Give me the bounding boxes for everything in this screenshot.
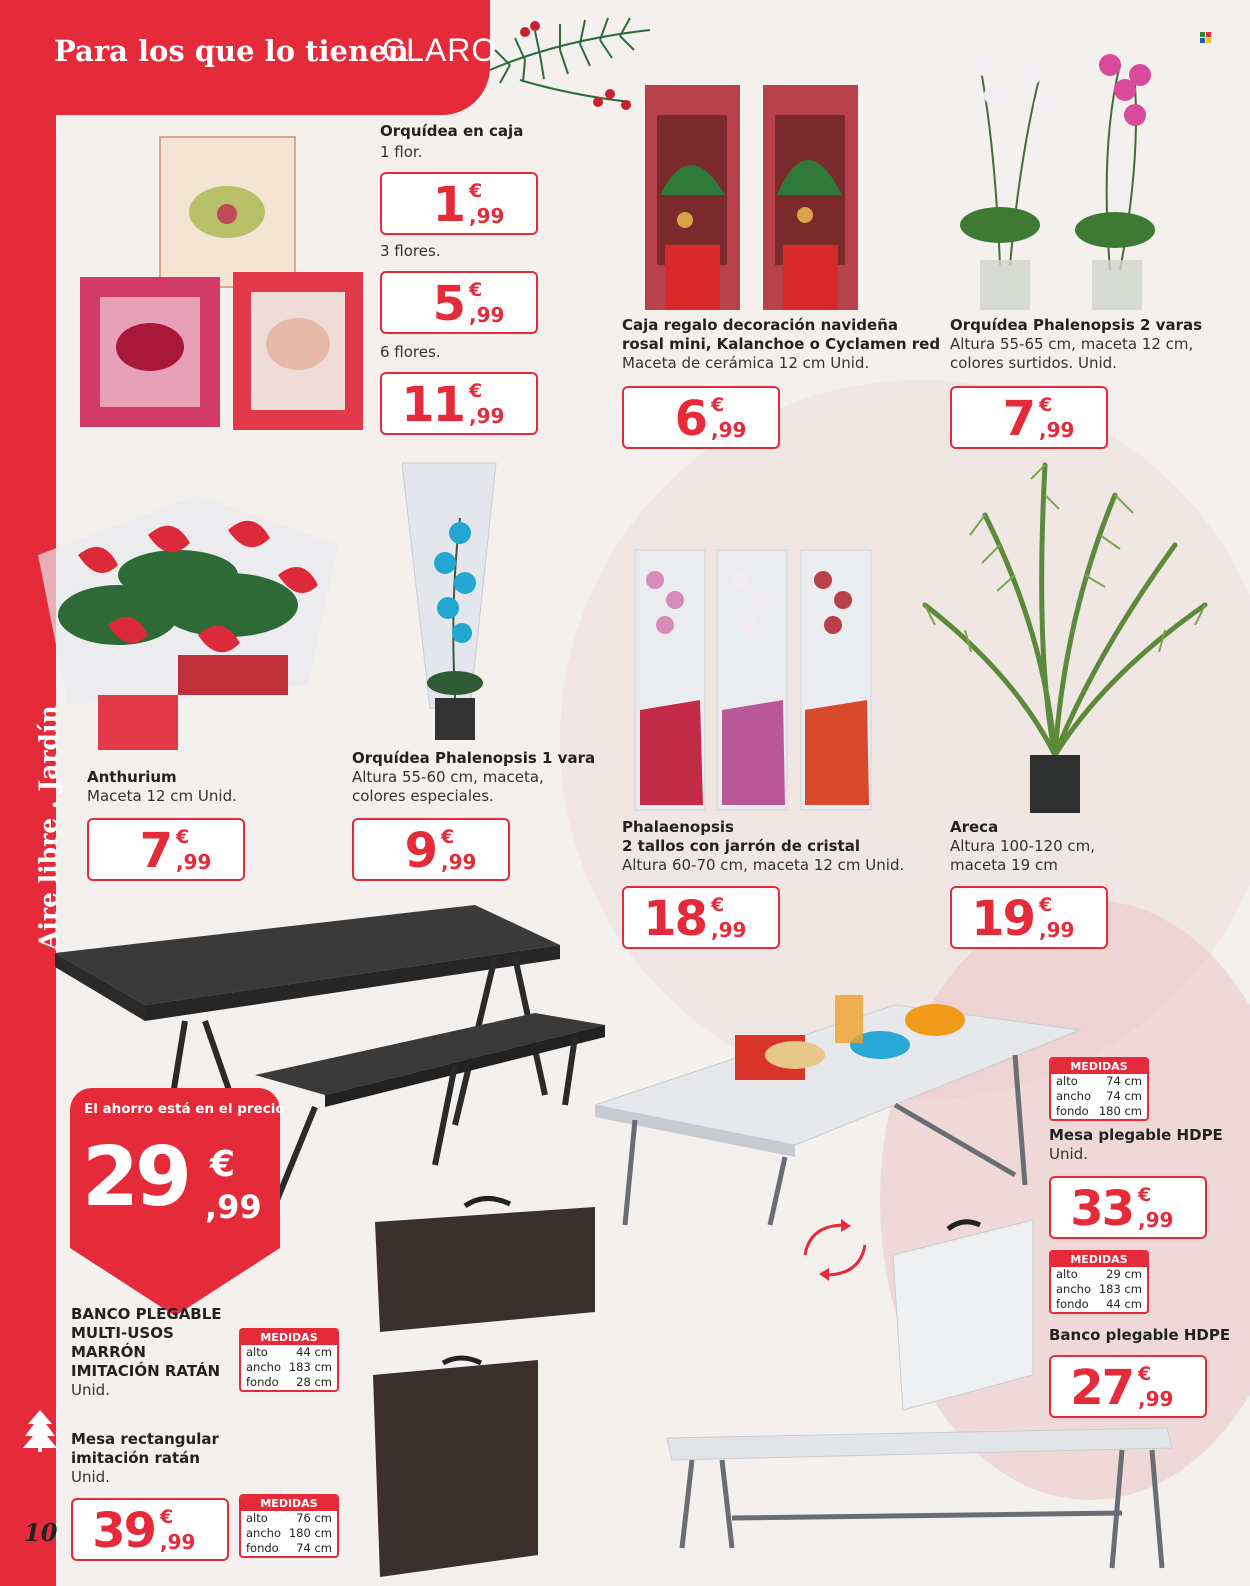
orquidea-2-varas-text: Orquídea Phalenopsis 2 varas Altura 55-65 cm, maceta 12 cm, colores surtidos. Unid. bbox=[950, 316, 1203, 372]
areca-palm-image bbox=[905, 455, 1215, 815]
price-tag: 7 € ,99 bbox=[87, 818, 245, 881]
gift-box-plants-image bbox=[605, 75, 870, 315]
price-tag: 1 € ,99 bbox=[380, 172, 538, 235]
orquidea-caja-option-label: 3 flores. bbox=[380, 242, 441, 260]
price-tag: 39 € ,99 bbox=[71, 1498, 229, 1561]
price-tag: 9 € ,99 bbox=[352, 818, 510, 881]
orquidea-caja-option-label: 1 flor. bbox=[380, 143, 423, 161]
white-folding-table-image bbox=[595, 975, 1085, 1235]
rotate-arrows-icon bbox=[795, 1215, 875, 1285]
section-label: Aire libre . Jardín bbox=[34, 705, 63, 950]
banco-multi-text: BANCO PLEGABLE MULTI-USOS MARRÓN IMITACIÓN RATÁN Unid. bbox=[71, 1305, 222, 1399]
orchid-one-stem-image bbox=[400, 458, 500, 743]
white-folding-bench-image bbox=[662, 1418, 1177, 1583]
anthurium-image bbox=[28, 485, 348, 755]
page-title: Para los que lo tienen bbox=[54, 34, 409, 68]
folded-table-image bbox=[368, 1355, 543, 1580]
featured-price-badge bbox=[70, 1088, 285, 1318]
orquidea-caja-title: Orquídea en caja bbox=[380, 122, 524, 140]
brand-logo-text: CLARO bbox=[382, 32, 498, 68]
anthurium-text: Anthurium Maceta 12 cm Unid. bbox=[87, 768, 237, 805]
folded-white-table-image bbox=[888, 1215, 1038, 1415]
featured-currency: € bbox=[210, 1144, 236, 1185]
page-number: 10 bbox=[24, 1518, 58, 1547]
brand-mark-icon bbox=[1200, 32, 1212, 44]
price-tag: 7 € ,99 bbox=[950, 386, 1108, 449]
price-tag: 5 € ,99 bbox=[380, 271, 538, 334]
mesa-hdpe-text: Mesa plegable HDPE Unid. bbox=[1049, 1126, 1223, 1163]
phalaenopsis-text: Phalaenopsis 2 tallos con jarrón de cristal Altura 60-70 cm, maceta 12 cm Unid. bbox=[622, 818, 905, 874]
measures-table: MEDIDAS alto 29 cm ancho 183 cm fondo 44 cm bbox=[1049, 1250, 1149, 1314]
orchid-gift-boxes-image bbox=[75, 132, 370, 437]
folded-bench-image bbox=[370, 1192, 600, 1342]
orquidea-caja-option-label: 6 flores. bbox=[380, 343, 441, 361]
measures-table: MEDIDAS alto 76 cm ancho 180 cm fondo 74 cm bbox=[239, 1494, 339, 1558]
orchids-glass-vases-image bbox=[625, 540, 885, 815]
measures-table: MEDIDAS alto 74 cm ancho 74 cm fondo 180 cm bbox=[1049, 1057, 1149, 1121]
price-tag: 33 € ,99 bbox=[1049, 1176, 1207, 1239]
mesa-ratan-text: Mesa rectangular imitación ratán Unid. bbox=[71, 1430, 219, 1486]
price-tag: 6 € ,99 bbox=[622, 386, 780, 449]
price-tag: 11 € ,99 bbox=[380, 372, 538, 435]
featured-price-dec: ,99 bbox=[205, 1188, 262, 1226]
banco-hdpe-text: Banco plegable HDPE bbox=[1049, 1326, 1231, 1344]
featured-label: El ahorro está en el precio bbox=[84, 1101, 285, 1117]
featured-price-int: 29 bbox=[82, 1130, 189, 1225]
areca-text: Areca Altura 100-120 cm, maceta 19 cm bbox=[950, 818, 1096, 874]
caja-regalo-text: Caja regalo decoración navideña rosal mini, Kalanchoe o Cyclamen red Maceta de cerámica 12 cm Unid. bbox=[622, 316, 941, 372]
orchid-two-stems-image bbox=[950, 25, 1170, 315]
price-tag: 18 € ,99 bbox=[622, 886, 780, 949]
measures-table: MEDIDAS alto 44 cm ancho 183 cm fondo 28 cm bbox=[239, 1328, 339, 1392]
price-tag: 27 € ,99 bbox=[1049, 1355, 1207, 1418]
price-tag: 19 € ,99 bbox=[950, 886, 1108, 949]
christmas-tree-icon bbox=[22, 1408, 58, 1452]
orquidea-1-vara-text: Orquídea Phalenopsis 1 vara Altura 55-60 cm, maceta, colores especiales. bbox=[352, 749, 596, 805]
